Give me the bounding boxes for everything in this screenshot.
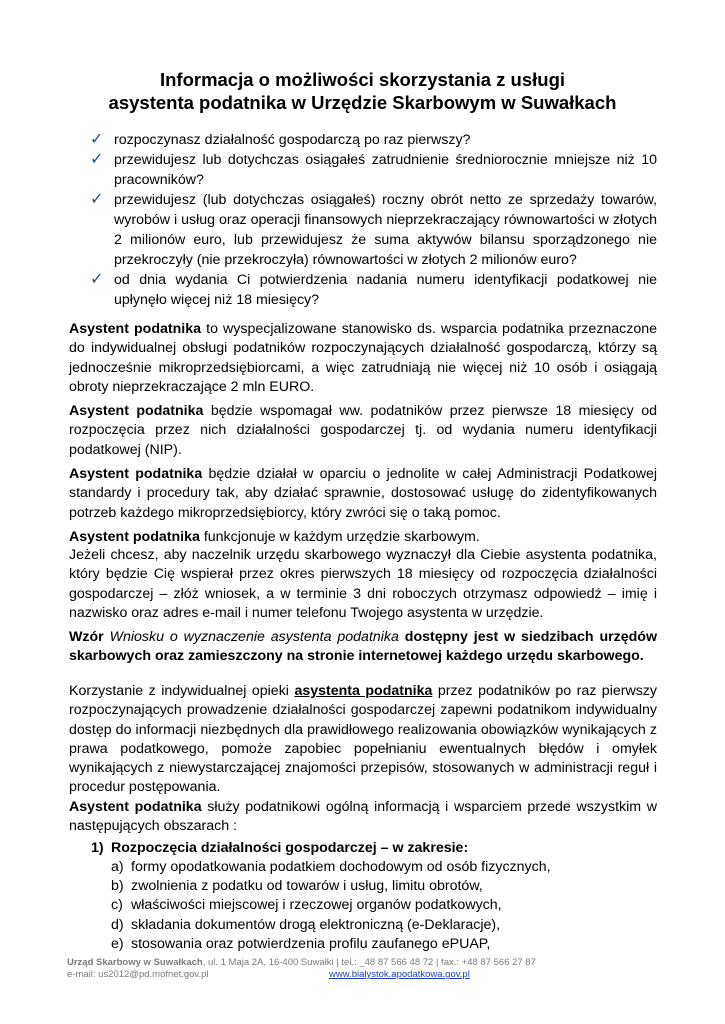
list-item: c) właściwości miejscowej i rzeczowej organów podatkowych,: [111, 897, 502, 914]
title-line-2: asystenta podatnika w Urzędzie Skarbowym w Suwałkach: [108, 92, 617, 113]
checkmark-icon: ✓: [90, 151, 104, 168]
list-item: b) zwolnienia z podatku od towarów i usług, limitu obrotów,: [111, 878, 483, 895]
list-item: a) formy opodatkowania podatkiem dochodowym od osób fizycznych,: [111, 858, 551, 875]
paragraph: Asystent podatnika będzie wspomagał ww. podatników przez pierwsze 18 miesięcy od rozpoczęcia przez nich działalności gospodarczej tj. od wydania numeru identyfikacji podatkowej (NIP).: [69, 403, 658, 458]
checklist: [92, 130, 657, 310]
checkmark-icon: ✓: [90, 191, 104, 208]
checklist-item: ✓ przewidujesz lub dotychczas osiągałeś zatrudnienie średniorocznie mniejsze niż 10 pracowników?: [90, 151, 657, 188]
benefits-paragraph: [69, 682, 657, 803]
document-title: [60, 68, 665, 114]
title-line-1: Informacja o możliwości skorzystania z usługi: [159, 69, 566, 90]
paragraph: Asystent podatnika będzie działał w oparciu o jednolite w całej Administracji Podatkowej standardy i procedury tak, aby działać sprawnie, dostosować usługę do zidentyfikowanych potrzeb każdego mikroprzedsiębiorcy, który zwróci się o taką pomoc.: [69, 466, 657, 521]
paragraph: Asystent podatnika służy podatnikowi ogólną informacją i wsparciem przede wszystkim w następujących obszarach :: [69, 799, 657, 835]
list-item: d) składania dokumentów drogą elektroniczną (e-Deklaracje),: [111, 916, 501, 933]
paragraph: Asystent podatnika funkcjonuje w każdym urzędzie skarbowym.: [69, 528, 480, 545]
checklist-item: ✓ przewidujesz (lub dotychczas osiągałeś) roczny obrót netto ze sprzedaży towarów, wyrobów i usług oraz operacji finansowych nieprzekraczający równowartości w złotych 2 milionów euro, lub przewidujesz że suma aktywów bilansu sporządzonego nie przekroczyły (nie przekroczyła) równowartości w złotych 2 milionów euro?: [90, 191, 657, 268]
page-footer: [67, 957, 667, 981]
paragraph: Wzór Wniosku o wyznaczenie asystenta podatnika dostępny jest w siedzibach urzędów skarbowych oraz zamieszczony na stronie internetowej każdego urzędu skarbowego.: [69, 629, 657, 665]
sub-list: [111, 858, 657, 954]
checkmark-icon: ✓: [90, 131, 104, 148]
footer-website-link[interactable]: www.bialystok.apodatkowa.gov.pl: [329, 969, 470, 980]
paragraph: Korzystanie z indywidualnej opieki asystenta podatnika przez podatników po raz pierwszy rozpoczynających prowadzenie działalności gospodarczej zapewni podatnikom indywidualny dostęp do informacji niezbędnych dla prawidłowego realizowania obowiązków wynikających z prawa podatkowego, pomoże zapobiec popełnianiu ewentualnych błędów i omyłek wynikających z niewystarczającej znajomości przepisów, stosowanych w administracji reguł i procedur postępowania.: [69, 683, 657, 796]
list-item: e) stosowania oraz potwierdzenia profilu zaufanego ePUAP,: [111, 936, 491, 953]
paragraph: Jeżeli chcesz, aby naczelnik urzędu skarbowego wyznaczył dla Ciebie asystenta podatnika, który będzie Cię wspierał przez okres pierwszych 18 miesięcy od rozpoczęcia działalności gospodarczej – złóż wniosek, a w terminie 3 dni roboczych otrzymasz odpowiedź – imię i nazwisko oraz adres e-mail i numer telefonu Twojego asystenta w urzędzie.: [69, 547, 657, 621]
assistant-description: [69, 320, 657, 552]
checkmark-icon: ✓: [90, 271, 104, 288]
checklist-item: ✓ od dnia wydania Ci potwierdzenia nadania numeru identyfikacji podatkowej nie upłynęło więcej niż 18 miesięcy?: [90, 271, 657, 308]
footer-contact: [67, 969, 667, 981]
footer-email: e-mail: us2012@pd.mofnet.gov.pl: [67, 969, 209, 980]
application-info: [69, 546, 657, 672]
support-areas: [69, 798, 657, 954]
checklist-item: ✓ rozpoczynasz działalność gospodarczą po raz pierwszy?: [90, 131, 471, 148]
paragraph: Asystent podatnika to wyspecjalizowane stanowisko ds. wsparcia podatnika przeznaczone do indywidualnej obsługi podatników rozpoczynających działalność gospodarczą, którzy są jednocześnie mikroprzedsiębiorcami, a więc zatrudniają nie więcej niż 10 osób i osiągają obroty nieprzekraczające 2 mln EURO.: [69, 321, 658, 395]
footer-address: Urząd Skarbowy w Suwałkach, ul. 1 Maja 2A, 16-400 Suwałki | tel.: _48 87 566 48 72 | fax.: +48 87 566 27 87: [67, 957, 536, 968]
section-heading: 1) Rozpoczęcia działalności gospodarczej – w zakresie:: [91, 839, 469, 856]
